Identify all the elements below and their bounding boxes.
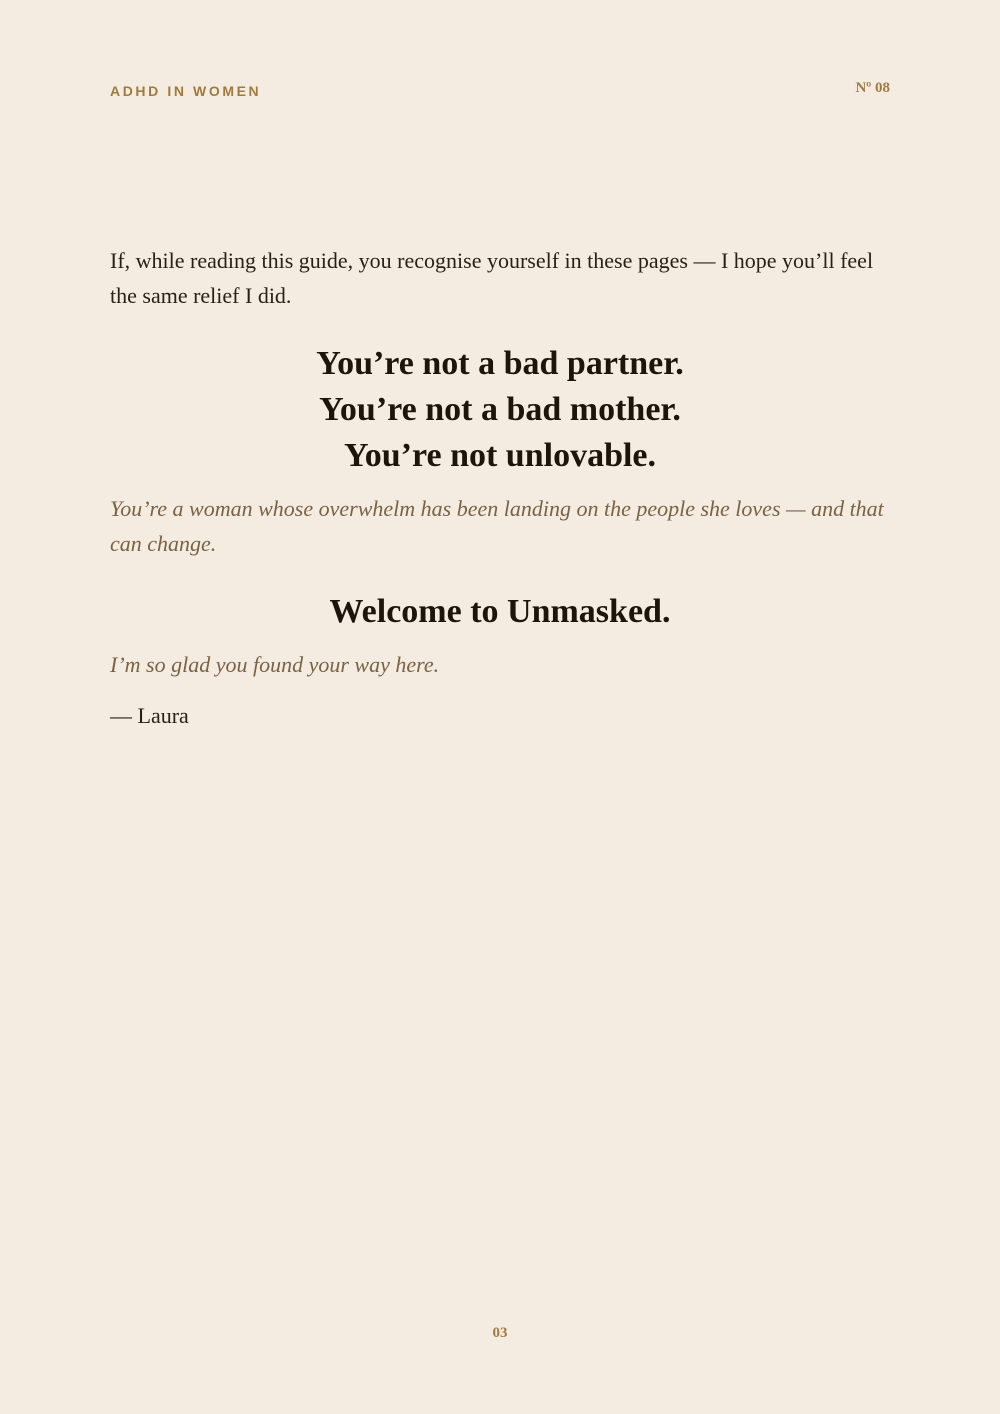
signature: — Laura [110, 703, 189, 728]
page-number: 03 [492, 1325, 508, 1341]
intro-paragraph: If, while reading this guide, you recognise yourself in these pages — I hope you’ll feel the same relief I did. [110, 248, 874, 308]
affirmation-partner: You’re not a bad partner. [316, 345, 684, 382]
affirmations [110, 341, 890, 479]
welcome-heading: Welcome to Unmasked. [329, 593, 671, 630]
running-title: ADHD IN WOMEN [110, 83, 262, 99]
issue-number: Nº 08 [855, 80, 890, 96]
glad-note: I’m so glad you found your way here. [110, 652, 440, 677]
page-content [110, 243, 890, 733]
affirmation-mother: You’re not a bad mother. [319, 391, 681, 428]
affirmation-unlovable: You’re not unlovable. [343, 437, 657, 474]
italic-note: You’re a woman whose overwhelm has been landing on the people she loves — and that can change. [110, 496, 884, 556]
